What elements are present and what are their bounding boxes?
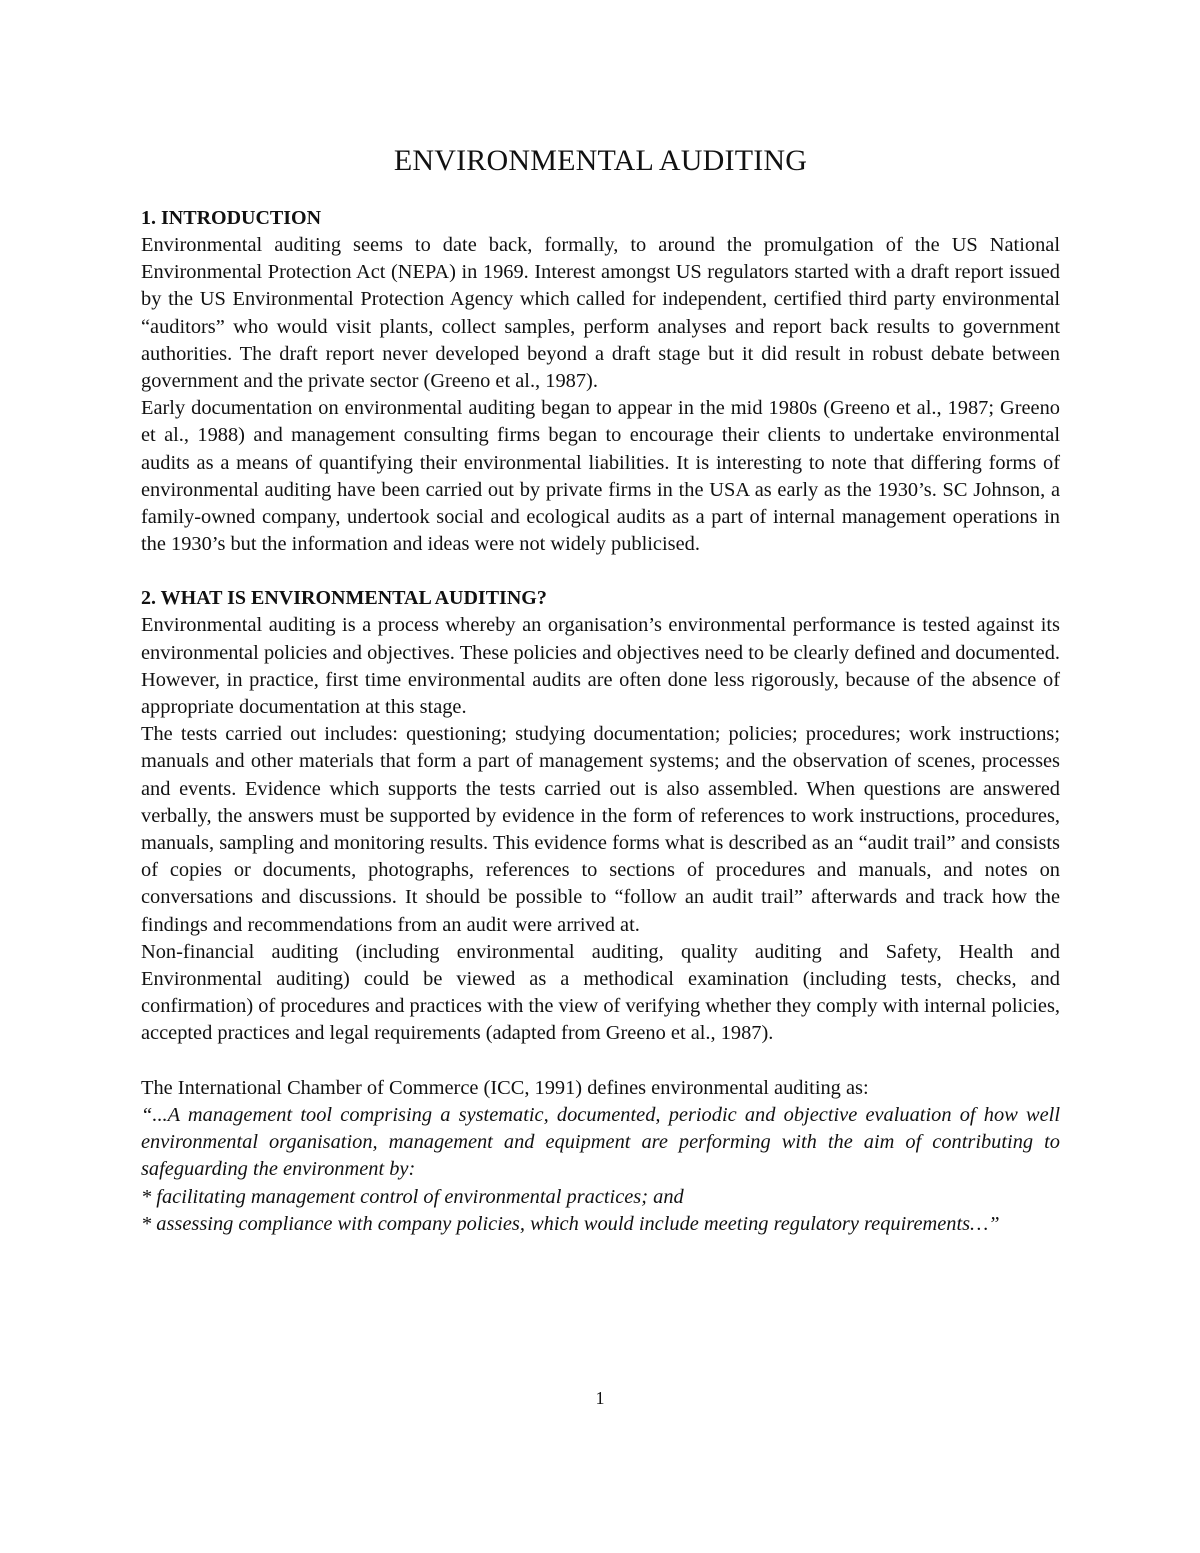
icc-definition-quote: “...A management tool comprising a systematic, documented, periodic and objective evaluation of how well environmental organisation, management and equipment are performing with the aim of contributing to safeguarding the environment by: — [141, 1104, 1060, 1181]
definition-paragraph-2: The tests carried out includes: questioning; studying documentation; policies; procedures; work instructions; manuals and other materials that form a part of management systems; and the observation of scenes, processes and events. Evidence which supports the tests carried out is also assembled. When questions are answered verbally, the answers must be supported by evidence in the form of references to work instructions, procedures, manuals, sampling and monitoring results. This evidence forms what is described as an “audit trail” and consists of copies or documents, photographs, references to sections of procedures and manuals, and notes on conversations and discussions. It should be possible to “follow an audit trail” afterwards and track how the findings and recommendations from an audit were arrived at. — [141, 723, 1060, 936]
page-number: 1 — [595, 1388, 605, 1408]
document-title: ENVIRONMENTAL AUDITING — [393, 144, 808, 177]
icc-definition-intro: The International Chamber of Commerce (ICC, 1991) defines environmental auditing as: — [141, 1076, 869, 1099]
icc-definition-bullet-1: * facilitating management control of environmental practices; and — [141, 1185, 684, 1208]
section-heading-introduction: 1. INTRODUCTION — [141, 207, 322, 229]
definition-paragraph-1: Environmental auditing is a process whereby an organisation’s environmental performance is tested against its environmental policies and objectives. These policies and objectives need to be clearly defined and documented. However, in practice, first time environmental audits are often done less rigorously, because of the absence of appropriate documentation at this stage. — [141, 614, 1060, 719]
introduction-paragraph-1: Environmental auditing seems to date back, formally, to around the promulgation of the US National Environmental Protection Act (NEPA) in 1969. Interest amongst US regulators started with a draft report issued by the US Environmental Protection Agency which called for independent, certified third party environmental “auditors” who would visit plants, collect samples, perform analyses and report back results to government authorities. The draft report never developed beyond a draft stage but it did result in robust debate between government and the private sector (Greeno et al., 1987). — [141, 234, 1060, 393]
page-content — [141, 143, 1060, 1238]
paragraph-spacer — [141, 1048, 1060, 1075]
definition-paragraph-3: Non-financial auditing (including environmental auditing, quality auditing and Safety, Health and Environmental auditing) could be viewed as a methodical examination (including tests, checks, and confirmation) of procedures and practices with the view of verifying whether they comply with internal policies, accepted practices and legal requirements (adapted from Greeno et al., 1987). — [141, 940, 1060, 1045]
section-heading-what-is-environmental-auditing: 2. WHAT IS ENVIRONMENTAL AUDITING? — [141, 587, 547, 610]
introduction-paragraph-2: Early documentation on environmental auditing began to appear in the mid 1980s (Greeno et al., 1987; Greeno et al., 1988) and management consulting firms began to encourage their clients to undertake environmental audits as a means of quantifying their environmental liabilities. It is interesting to note that differing forms of environmental auditing have been carried out by private firms in the USA as early as the 1930’s. SC Johnson, a family-owned company, undertook social and ecological audits as a part of internal management operations in the 1930’s but the information and ideas were not widely publicised. — [141, 397, 1060, 556]
icc-definition-bullet-2: * assessing compliance with company policies, which would include meeting regulatory requirements…” — [141, 1212, 1000, 1235]
